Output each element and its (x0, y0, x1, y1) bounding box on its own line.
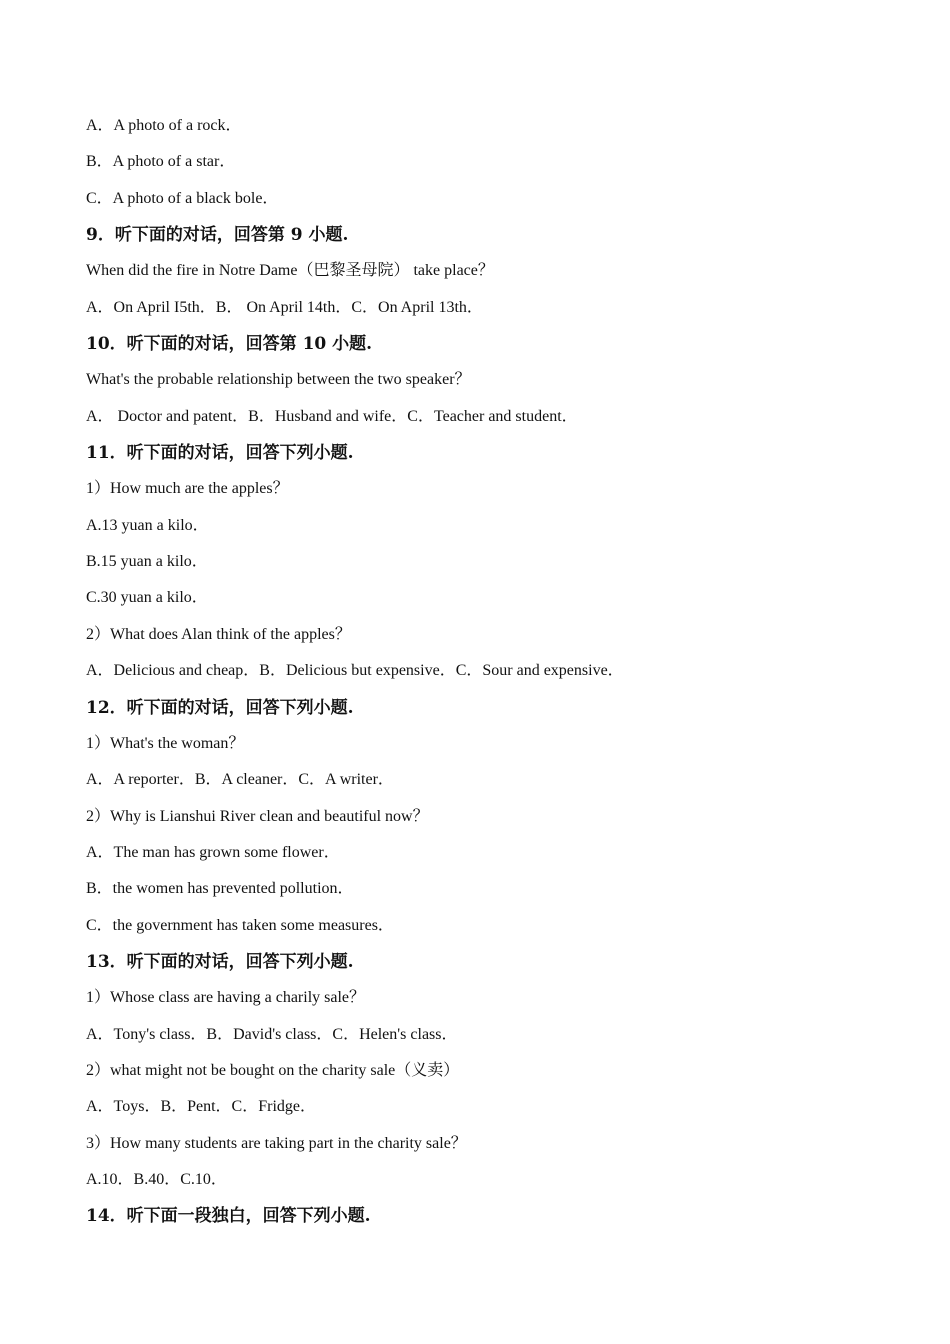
section-heading: 10．听下面的对话，回答第 10 小题. (86, 334, 373, 355)
section-heading: 14．听下面一段独白，回答下列小题. (86, 1206, 371, 1227)
question-text: 1）Whose class are having a charily sale？ (86, 989, 366, 1007)
document-page (86, 108, 886, 1235)
option-text: A.10．B.40．C.10． (86, 1170, 227, 1188)
section-heading: 12．听下面的对话，回答下列小题. (86, 697, 354, 718)
question-text: 1）What's the woman？ (86, 734, 245, 752)
option-text: A．Tony's class．B．David's class．C．Helen's class． (86, 1025, 458, 1043)
option-text: A．Delicious and cheap．B．Delicious but expensive．C．Sour and expensive． (86, 662, 624, 680)
option-text: A.13 yuan a kilo． (86, 516, 209, 534)
section-heading: 9．听下面的对话，回答第 9 小题. (86, 225, 349, 246)
question-text: 3）How many students are taking part in the charity sale？ (86, 1134, 467, 1152)
question-text: What's the probable relationship between the two speaker？ (86, 371, 471, 389)
option-text: A．The man has grown some flower． (86, 843, 340, 861)
option-text: B．A photo of a star． (86, 153, 236, 171)
option-text: C．the government has taken some measures． (86, 916, 394, 934)
option-text: A． Doctor and patent．B．Husband and wife．C．Teacher and student． (86, 407, 578, 425)
option-text: A．On April I5th．B． On April 14th．C．On April 13th． (86, 298, 483, 316)
section-heading: 13．听下面的对话，回答下列小题. (86, 951, 354, 972)
question-text: 2）what might not be bought on the charity sale（义卖） (86, 1061, 460, 1079)
option-text: B．the women has prevented pollution． (86, 880, 354, 898)
option-text: A．Toys．B．Pent．C．Fridge． (86, 1098, 317, 1116)
section-heading: 11．听下面的对话，回答下列小题. (86, 443, 354, 464)
question-text: When did the fire in Notre Dame（巴黎圣母院） take place？ (86, 262, 494, 280)
option-text: A．A photo of a rock． (86, 117, 242, 134)
question-text: 2）Why is Lianshui River clean and beautiful now？ (86, 807, 429, 825)
option-text: C．A photo of a black bole． (86, 189, 279, 207)
question-text: 2）What does Alan think of the apples？ (86, 625, 351, 643)
question-text: 1）How much are the apples？ (86, 480, 289, 498)
option-text: C.30 yuan a kilo． (86, 589, 208, 607)
option-text: A．A reporter．B．A cleaner．C．A writer． (86, 771, 394, 789)
option-text: B.15 yuan a kilo． (86, 553, 208, 571)
